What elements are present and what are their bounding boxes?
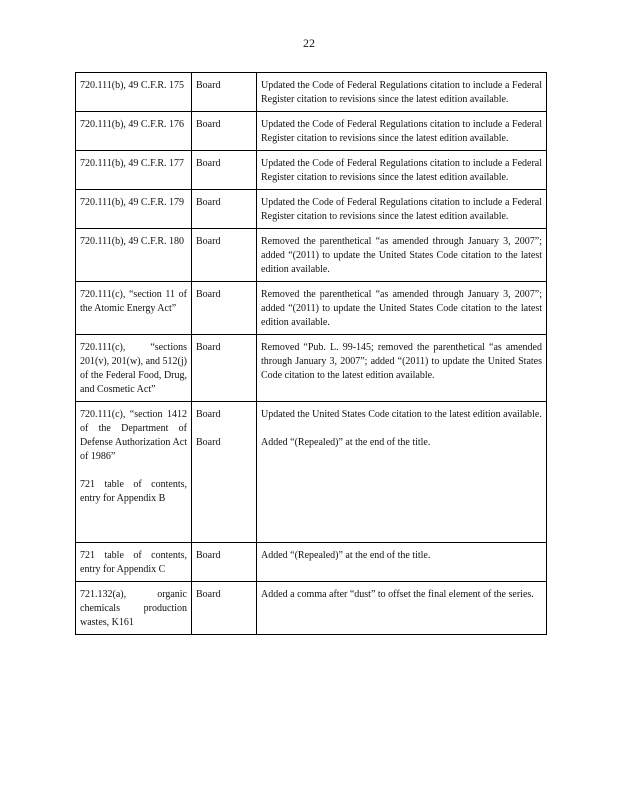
agency-cell	[192, 402, 257, 543]
agency-cell: Board	[192, 282, 257, 335]
table-row	[76, 151, 547, 190]
change-text: Updated the United States Code citation to the latest edition available.	[261, 409, 542, 420]
sub-agency-text: Board	[196, 437, 221, 448]
change-cell: Removed “Pub. L. 99-145; removed the parenthetical “as amended through January 3, 2007”; added “(2011) to update the United States Code citation to the latest edition available.	[257, 335, 547, 402]
section-cell: 721.132(a), organic chemicals production wastes, K161	[76, 582, 192, 635]
agency-cell: Board	[192, 73, 257, 112]
changes-table	[75, 72, 547, 635]
sub-change-text: Added “(Repealed)” at the end of the title.	[261, 437, 431, 448]
table-row	[76, 190, 547, 229]
table-row	[76, 112, 547, 151]
agency-cell: Board	[192, 229, 257, 282]
agency-cell: Board	[192, 543, 257, 582]
agency-cell: Board	[192, 190, 257, 229]
section-cell: 721 table of contents, entry for Appendix C	[76, 543, 192, 582]
table-row	[76, 543, 547, 582]
table-row	[76, 73, 547, 112]
change-cell	[257, 402, 547, 543]
agency-cell: Board	[192, 151, 257, 190]
change-cell: Removed the parenthetical “as amended through January 3, 2007”; added “(2011) to update the United States Code citation to the latest edition available.	[257, 282, 547, 335]
section-cell: 720.111(b), 49 C.F.R. 180	[76, 229, 192, 282]
change-cell: Updated the Code of Federal Regulations citation to include a Federal Register citation to revisions since the latest edition available.	[257, 151, 547, 190]
change-cell: Added “(Repealed)” at the end of the title.	[257, 543, 547, 582]
agency-cell: Board	[192, 335, 257, 402]
agency-cell: Board	[192, 582, 257, 635]
agency-cell: Board	[192, 112, 257, 151]
table-row	[76, 335, 547, 402]
table-row	[76, 229, 547, 282]
page-number: 22	[303, 36, 315, 50]
section-cell	[76, 402, 192, 543]
section-cell: 720.111(c), “section 11 of the Atomic Energy Act”	[76, 282, 192, 335]
table-row	[76, 582, 547, 635]
table-row	[76, 282, 547, 335]
section-cell: 720.111(b), 49 C.F.R. 177	[76, 151, 192, 190]
table-row	[76, 402, 547, 543]
change-cell: Updated the Code of Federal Regulations citation to include a Federal Register citation to revisions since the latest edition available.	[257, 73, 547, 112]
section-cell: 720.111(c), “sections 201(v), 201(w), and 512(j) of the Federal Food, Drug, and Cosmetic Act”	[76, 335, 192, 402]
change-cell: Updated the Code of Federal Regulations citation to include a Federal Register citation to revisions since the latest edition available.	[257, 190, 547, 229]
section-cell: 720.111(b), 49 C.F.R. 175	[76, 73, 192, 112]
agency-text: Board	[196, 409, 221, 420]
change-cell: Updated the Code of Federal Regulations citation to include a Federal Register citation to revisions since the latest edition available.	[257, 112, 547, 151]
section-text: 720.111(c), “section 1412 of the Department of Defense Authorization Act of 1986”	[80, 409, 187, 462]
section-cell: 720.111(b), 49 C.F.R. 176	[76, 112, 192, 151]
section-cell: 720.111(b), 49 C.F.R. 179	[76, 190, 192, 229]
sub-section-text: 721 table of contents, entry for Appendix B	[80, 479, 187, 504]
change-cell: Removed the parenthetical “as amended through January 3, 2007”; added “(2011) to update the United States Code citation to the latest edition available.	[257, 229, 547, 282]
change-cell: Added a comma after “dust” to offset the final element of the series.	[257, 582, 547, 635]
